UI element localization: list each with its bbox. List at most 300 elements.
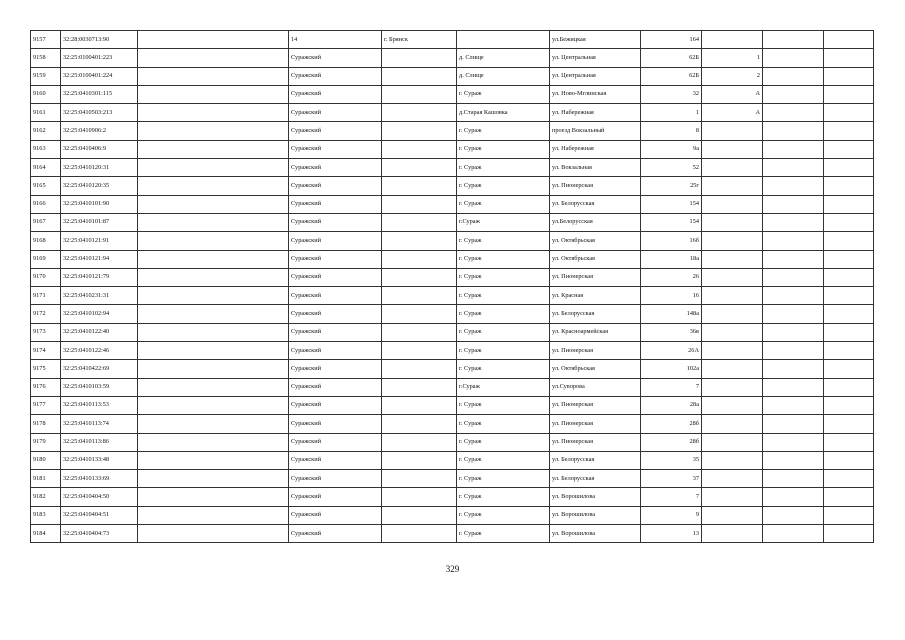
table-row (31, 159, 874, 177)
extra-cell (824, 525, 874, 543)
flat-cell (763, 195, 824, 213)
street-cell: ул. Белорусская (550, 305, 641, 323)
locality-cell: г. Сураж (457, 287, 550, 305)
extra-cell (824, 177, 874, 195)
cadastral-number-cell: 32:25:0410133:48 (61, 451, 138, 469)
row-number-cell: 9163 (31, 140, 61, 158)
house-cell: 52 (641, 159, 702, 177)
extra-cell (824, 342, 874, 360)
blank-cell (138, 415, 289, 433)
row-number-cell: 9166 (31, 195, 61, 213)
extra-cell (824, 488, 874, 506)
flat-cell (763, 342, 824, 360)
locality-cell: г. Сураж (457, 488, 550, 506)
cadastral-number-cell: 32:28:0030713:90 (61, 31, 138, 49)
table-row (31, 342, 874, 360)
extra-cell (824, 433, 874, 451)
street-cell: ул. Пионерская (550, 342, 641, 360)
cadastral-number-cell: 32:25:0100401:223 (61, 49, 138, 67)
blank-cell (138, 378, 289, 396)
city-cell (382, 195, 457, 213)
street-cell: ул. Вокзальная (550, 159, 641, 177)
street-cell: ул. Пионерская (550, 268, 641, 286)
house-cell: 28б (641, 433, 702, 451)
city-cell (382, 177, 457, 195)
blank-cell (138, 67, 289, 85)
row-number-cell: 9171 (31, 287, 61, 305)
house-cell: 148а (641, 305, 702, 323)
house-cell: 18а (641, 250, 702, 268)
building-cell: А (702, 104, 763, 122)
building-cell (702, 140, 763, 158)
district-cell: 14 (289, 31, 382, 49)
cadastral-number-cell: 32:25:0410103:59 (61, 378, 138, 396)
flat-cell (763, 415, 824, 433)
city-cell (382, 525, 457, 543)
extra-cell (824, 396, 874, 414)
building-cell (702, 159, 763, 177)
extra-cell (824, 140, 874, 158)
street-cell: ул. Пионерская (550, 177, 641, 195)
blank-cell (138, 342, 289, 360)
table-row (31, 250, 874, 268)
table-row (31, 177, 874, 195)
locality-cell: г. Сураж (457, 140, 550, 158)
locality-cell: г.Сураж (457, 213, 550, 231)
row-number-cell: 9157 (31, 31, 61, 49)
registry-body (31, 31, 874, 543)
flat-cell (763, 396, 824, 414)
building-cell (702, 342, 763, 360)
building-cell: 2 (702, 67, 763, 85)
building-cell (702, 360, 763, 378)
district-cell: Суражский (289, 104, 382, 122)
row-number-cell: 9158 (31, 49, 61, 67)
street-cell: ул. Октябрьская (550, 360, 641, 378)
cadastral-number-cell: 32:25:0410113:53 (61, 396, 138, 414)
street-cell: ул. Пионерская (550, 396, 641, 414)
table-row (31, 232, 874, 250)
house-cell: 7 (641, 378, 702, 396)
district-cell: Суражский (289, 85, 382, 103)
row-number-cell: 9179 (31, 433, 61, 451)
row-number-cell: 9164 (31, 159, 61, 177)
cadastral-number-cell: 32:25:0410121:79 (61, 268, 138, 286)
blank-cell (138, 433, 289, 451)
locality-cell (457, 31, 550, 49)
street-cell: ул. Белорусская (550, 470, 641, 488)
building-cell (702, 323, 763, 341)
extra-cell (824, 104, 874, 122)
house-cell: 25г (641, 177, 702, 195)
flat-cell (763, 213, 824, 231)
locality-cell: г. Сураж (457, 250, 550, 268)
city-cell (382, 342, 457, 360)
locality-cell: г. Сураж (457, 177, 550, 195)
flat-cell (763, 177, 824, 195)
flat-cell (763, 305, 824, 323)
table-row (31, 305, 874, 323)
house-cell: 7 (641, 488, 702, 506)
flat-cell (763, 85, 824, 103)
blank-cell (138, 31, 289, 49)
table-row (31, 488, 874, 506)
building-cell (702, 305, 763, 323)
table-row (31, 396, 874, 414)
blank-cell (138, 488, 289, 506)
extra-cell (824, 31, 874, 49)
city-cell (382, 85, 457, 103)
flat-cell (763, 451, 824, 469)
city-cell (382, 213, 457, 231)
blank-cell (138, 213, 289, 231)
city-cell (382, 268, 457, 286)
district-cell: Суражский (289, 323, 382, 341)
district-cell: Суражский (289, 177, 382, 195)
extra-cell (824, 213, 874, 231)
cadastral-number-cell: 32:25:0410101:90 (61, 195, 138, 213)
extra-cell (824, 506, 874, 524)
blank-cell (138, 287, 289, 305)
blank-cell (138, 85, 289, 103)
house-cell: 9а (641, 140, 702, 158)
locality-cell: г. Сураж (457, 451, 550, 469)
district-cell: Суражский (289, 305, 382, 323)
district-cell: Суражский (289, 159, 382, 177)
cadastral-number-cell: 32:25:0410101:87 (61, 213, 138, 231)
flat-cell (763, 525, 824, 543)
table-row (31, 195, 874, 213)
district-cell: Суражский (289, 67, 382, 85)
locality-cell: г. Сураж (457, 305, 550, 323)
house-cell: 26 (641, 268, 702, 286)
district-cell: Суражский (289, 232, 382, 250)
table-row (31, 506, 874, 524)
house-cell: 16б (641, 232, 702, 250)
row-number-cell: 9178 (31, 415, 61, 433)
building-cell (702, 177, 763, 195)
house-cell: 9 (641, 506, 702, 524)
district-cell: Суражский (289, 525, 382, 543)
street-cell: проезд Вокзальный (550, 122, 641, 140)
table-row (31, 31, 874, 49)
locality-cell: г. Сураж (457, 159, 550, 177)
district-cell: Суражский (289, 506, 382, 524)
cadastral-number-cell: 32:25:0410121:94 (61, 250, 138, 268)
flat-cell (763, 268, 824, 286)
flat-cell (763, 140, 824, 158)
street-cell: ул. Ворошилова (550, 506, 641, 524)
blank-cell (138, 49, 289, 67)
district-cell: Суражский (289, 360, 382, 378)
city-cell (382, 451, 457, 469)
table-row (31, 287, 874, 305)
city-cell (382, 360, 457, 378)
district-cell: Суражский (289, 470, 382, 488)
district-cell: Суражский (289, 415, 382, 433)
flat-cell (763, 250, 824, 268)
house-cell: 164 (641, 31, 702, 49)
flat-cell (763, 506, 824, 524)
blank-cell (138, 396, 289, 414)
extra-cell (824, 250, 874, 268)
row-number-cell: 9165 (31, 177, 61, 195)
building-cell (702, 415, 763, 433)
building-cell (702, 525, 763, 543)
table-row (31, 525, 874, 543)
row-number-cell: 9175 (31, 360, 61, 378)
extra-cell (824, 268, 874, 286)
blank-cell (138, 232, 289, 250)
cadastral-number-cell: 32:25:0410422:69 (61, 360, 138, 378)
row-number-cell: 9177 (31, 396, 61, 414)
district-cell: Суражский (289, 287, 382, 305)
city-cell (382, 140, 457, 158)
blank-cell (138, 195, 289, 213)
locality-cell: г. Сураж (457, 415, 550, 433)
city-cell (382, 488, 457, 506)
locality-cell: г. Сураж (457, 122, 550, 140)
extra-cell (824, 85, 874, 103)
city-cell (382, 323, 457, 341)
row-number-cell: 9176 (31, 378, 61, 396)
blank-cell (138, 104, 289, 122)
house-cell: 62Б (641, 49, 702, 67)
flat-cell (763, 488, 824, 506)
district-cell: Суражский (289, 488, 382, 506)
cadastral-number-cell: 32:25:0410102:94 (61, 305, 138, 323)
locality-cell: г. Сураж (457, 433, 550, 451)
city-cell (382, 470, 457, 488)
flat-cell (763, 360, 824, 378)
street-cell: ул.Суворова (550, 378, 641, 396)
street-cell: ул. Центральная (550, 49, 641, 67)
table-row (31, 122, 874, 140)
locality-cell: г. Сураж (457, 195, 550, 213)
locality-cell: г. Сураж (457, 470, 550, 488)
locality-cell: г. Сураж (457, 342, 550, 360)
extra-cell (824, 195, 874, 213)
cadastral-number-cell: 32:25:0410503:213 (61, 104, 138, 122)
house-cell: 32 (641, 85, 702, 103)
extra-cell (824, 49, 874, 67)
blank-cell (138, 305, 289, 323)
house-cell: 36в (641, 323, 702, 341)
blank-cell (138, 451, 289, 469)
building-cell (702, 122, 763, 140)
extra-cell (824, 67, 874, 85)
flat-cell (763, 323, 824, 341)
table-row (31, 470, 874, 488)
row-number-cell: 9184 (31, 525, 61, 543)
building-cell: 1 (702, 49, 763, 67)
locality-cell: д. Слище (457, 49, 550, 67)
building-cell (702, 213, 763, 231)
building-cell (702, 250, 763, 268)
blank-cell (138, 177, 289, 195)
table-row (31, 67, 874, 85)
street-cell: ул. Пионерская (550, 415, 641, 433)
house-cell: 102а (641, 360, 702, 378)
street-cell: ул. Красная (550, 287, 641, 305)
city-cell (382, 232, 457, 250)
cadastral-number-cell: 32:25:0410120:31 (61, 159, 138, 177)
house-cell: 62Б (641, 67, 702, 85)
street-cell: ул. Набережная (550, 104, 641, 122)
blank-cell (138, 470, 289, 488)
row-number-cell: 9159 (31, 67, 61, 85)
table-row (31, 268, 874, 286)
cadastral-number-cell: 32:25:0410406:9 (61, 140, 138, 158)
row-number-cell: 9183 (31, 506, 61, 524)
blank-cell (138, 268, 289, 286)
row-number-cell: 9169 (31, 250, 61, 268)
cadastral-number-cell: 32:25:0410906:2 (61, 122, 138, 140)
table-row (31, 85, 874, 103)
city-cell (382, 396, 457, 414)
locality-cell: г. Сураж (457, 506, 550, 524)
building-cell (702, 378, 763, 396)
locality-cell: г. Сураж (457, 360, 550, 378)
row-number-cell: 9172 (31, 305, 61, 323)
row-number-cell: 9167 (31, 213, 61, 231)
table-row (31, 360, 874, 378)
extra-cell (824, 378, 874, 396)
blank-cell (138, 140, 289, 158)
table-row (31, 213, 874, 231)
house-cell: 35 (641, 451, 702, 469)
flat-cell (763, 67, 824, 85)
locality-cell: г. Сураж (457, 268, 550, 286)
building-cell (702, 287, 763, 305)
cadastral-number-cell: 32:25:0410133:69 (61, 470, 138, 488)
flat-cell (763, 159, 824, 177)
cadastral-number-cell: 32:25:0410122:46 (61, 342, 138, 360)
street-cell: ул. Ново-Мглинская (550, 85, 641, 103)
building-cell (702, 396, 763, 414)
table-row (31, 104, 874, 122)
cadastral-number-cell: 32:25:0410120:35 (61, 177, 138, 195)
house-cell: 28б (641, 415, 702, 433)
district-cell: Суражский (289, 396, 382, 414)
locality-cell: г.Сураж (457, 378, 550, 396)
street-cell: ул. Красноармейская (550, 323, 641, 341)
registry-table (30, 30, 874, 543)
table-row (31, 323, 874, 341)
building-cell (702, 470, 763, 488)
city-cell (382, 415, 457, 433)
street-cell: ул. Белорусская (550, 195, 641, 213)
cadastral-number-cell: 32:25:0410404:51 (61, 506, 138, 524)
blank-cell (138, 323, 289, 341)
street-cell: ул.Бежицкая (550, 31, 641, 49)
district-cell: Суражский (289, 378, 382, 396)
city-cell (382, 433, 457, 451)
city-cell (382, 49, 457, 67)
building-cell (702, 488, 763, 506)
locality-cell: д. Слище (457, 67, 550, 85)
extra-cell (824, 287, 874, 305)
house-cell: 154 (641, 213, 702, 231)
table-row (31, 140, 874, 158)
row-number-cell: 9170 (31, 268, 61, 286)
house-cell: 8 (641, 122, 702, 140)
street-cell: ул. Октябрьская (550, 232, 641, 250)
city-cell (382, 159, 457, 177)
cadastral-number-cell: 32:25:0410404:73 (61, 525, 138, 543)
cadastral-number-cell: 32:25:0410121:91 (61, 232, 138, 250)
flat-cell (763, 470, 824, 488)
house-cell: 1 (641, 104, 702, 122)
cadastral-number-cell: 32:25:0410301:115 (61, 85, 138, 103)
locality-cell: г. Сураж (457, 323, 550, 341)
district-cell: Суражский (289, 250, 382, 268)
street-cell: ул. Белорусская (550, 451, 641, 469)
row-number-cell: 9181 (31, 470, 61, 488)
street-cell: ул. Центральная (550, 67, 641, 85)
row-number-cell: 9180 (31, 451, 61, 469)
city-cell (382, 67, 457, 85)
building-cell (702, 451, 763, 469)
street-cell: ул. Ворошилова (550, 488, 641, 506)
flat-cell (763, 122, 824, 140)
building-cell (702, 433, 763, 451)
flat-cell (763, 287, 824, 305)
building-cell (702, 232, 763, 250)
building-cell: А (702, 85, 763, 103)
row-number-cell: 9182 (31, 488, 61, 506)
street-cell: ул.Белорусская (550, 213, 641, 231)
district-cell: Суражский (289, 451, 382, 469)
street-cell: ул. Ворошилова (550, 525, 641, 543)
table-row (31, 49, 874, 67)
city-cell: г. Брянск (382, 31, 457, 49)
city-cell (382, 378, 457, 396)
extra-cell (824, 305, 874, 323)
locality-cell: д.Старая Кашовка (457, 104, 550, 122)
house-cell: 37 (641, 470, 702, 488)
table-row (31, 378, 874, 396)
house-cell: 154 (641, 195, 702, 213)
cadastral-number-cell: 32:25:0410113:86 (61, 433, 138, 451)
district-cell: Суражский (289, 342, 382, 360)
locality-cell: г. Сураж (457, 396, 550, 414)
extra-cell (824, 323, 874, 341)
flat-cell (763, 31, 824, 49)
flat-cell (763, 104, 824, 122)
city-cell (382, 305, 457, 323)
district-cell: Суражский (289, 213, 382, 231)
flat-cell (763, 232, 824, 250)
row-number-cell: 9168 (31, 232, 61, 250)
district-cell: Суражский (289, 195, 382, 213)
row-number-cell: 9160 (31, 85, 61, 103)
building-cell (702, 506, 763, 524)
extra-cell (824, 360, 874, 378)
city-cell (382, 287, 457, 305)
blank-cell (138, 525, 289, 543)
locality-cell: г. Сураж (457, 85, 550, 103)
blank-cell (138, 360, 289, 378)
locality-cell: г. Сураж (457, 525, 550, 543)
flat-cell (763, 49, 824, 67)
house-cell: 13 (641, 525, 702, 543)
street-cell: ул. Набережная (550, 140, 641, 158)
street-cell: ул. Октябрьская (550, 250, 641, 268)
row-number-cell: 9162 (31, 122, 61, 140)
district-cell: Суражский (289, 122, 382, 140)
building-cell (702, 31, 763, 49)
